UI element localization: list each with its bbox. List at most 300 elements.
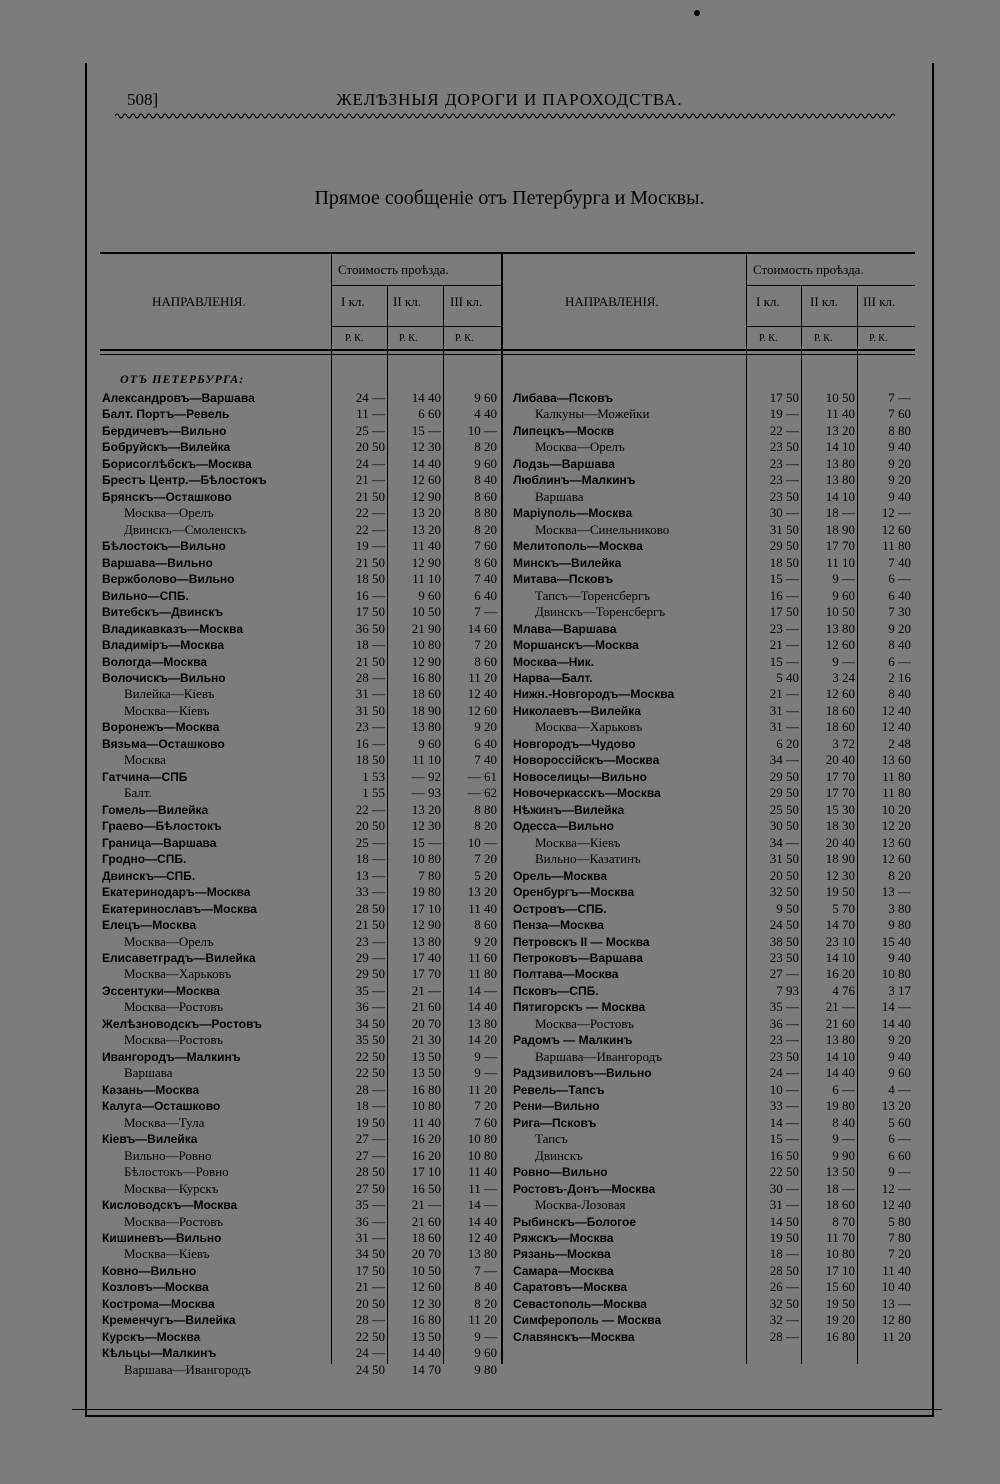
table-row <box>100 1214 915 1231</box>
route-name-text: Москва—Ростовъ <box>124 999 223 1015</box>
fare-class-2: 13 80 <box>825 472 855 488</box>
table-row <box>100 1296 915 1313</box>
fare-class-3: 6 — <box>888 653 911 669</box>
table-row <box>100 621 915 638</box>
fare-class-3: 7 40 <box>474 752 497 768</box>
table-row <box>100 472 915 489</box>
fare-class-1: 36 — <box>769 1015 799 1031</box>
header-cl1-left: I кл. <box>341 294 365 309</box>
route-name-text: Симферополь — Москва <box>513 1313 662 1328</box>
fare-class-1: 31 — <box>355 686 385 702</box>
fare-class-2: 16 20 <box>411 1147 441 1163</box>
fare-class-3: 9 60 <box>888 1065 911 1081</box>
route-name-text: Рязань—Москва <box>513 1247 611 1262</box>
route-name <box>513 686 743 703</box>
fare-class-1: 20 50 <box>355 818 385 834</box>
route-name-text: Москва—Кіевъ <box>124 1246 210 1262</box>
route-name-text: Мелитополь—Москва <box>513 539 643 554</box>
header-bottom-rule <box>100 349 915 351</box>
route-name <box>102 1345 328 1362</box>
route-name-text: Гродно—СПБ. <box>102 852 187 867</box>
fare-class-1: 11 — <box>356 406 385 422</box>
route-name <box>513 950 743 967</box>
route-name-text: Воронежъ—Москва <box>102 720 220 735</box>
fare-class-3: 10 80 <box>467 1131 497 1147</box>
fare-class-3: 9 — <box>474 1328 497 1344</box>
fare-class-1: 29 50 <box>769 538 799 554</box>
fare-class-3: 11 80 <box>882 785 911 801</box>
route-name <box>513 884 743 901</box>
fare-class-1: 33 — <box>769 1098 799 1114</box>
route-name-text: Бобруйскъ—Вилейка <box>102 440 231 455</box>
table-row <box>100 835 915 852</box>
fare-class-1: 24 — <box>355 455 385 471</box>
fare-class-2: 20 40 <box>825 834 855 850</box>
fare-class-2: 14 40 <box>411 1345 441 1361</box>
fare-class-1: 15 — <box>769 571 799 587</box>
fare-class-2: 12 30 <box>411 439 441 455</box>
fare-class-1: 19 50 <box>355 1114 385 1130</box>
route-name <box>513 703 743 720</box>
fare-class-2: 17 70 <box>825 768 855 784</box>
route-name-text: Елисаветградъ—Вилейка <box>102 950 256 965</box>
route-name-text: Пенза—Москва <box>513 918 604 933</box>
fare-class-2: 10 80 <box>825 1246 855 1262</box>
fare-class-3: 12 20 <box>881 818 911 834</box>
route-name-text: Вязьма—Осташково <box>102 736 225 751</box>
route-name-text: Вильно—Ровно <box>124 1147 212 1163</box>
table-row <box>100 1082 915 1099</box>
bottom-rule <box>72 1409 942 1410</box>
fare-class-1: 9 50 <box>776 900 799 916</box>
route-name <box>513 538 743 555</box>
fare-class-3: 10 80 <box>467 1147 497 1163</box>
header-units-cl1-left: Р. К. <box>345 333 364 344</box>
fare-class-1: 36 50 <box>355 620 385 636</box>
route-name-text: Севастополь—Москва <box>513 1296 647 1311</box>
fare-class-1: 21 50 <box>355 653 385 669</box>
fare-class-3: 7 40 <box>474 571 497 587</box>
route-name-text: Орель—Москва <box>513 868 608 883</box>
table-row <box>100 1148 915 1165</box>
fare-class-3: 9 80 <box>474 1361 497 1377</box>
fare-class-2: 20 70 <box>411 1246 441 1262</box>
fare-class-1: 16 — <box>355 587 385 603</box>
fare-class-3: 6 40 <box>474 587 497 603</box>
route-name-text: Вильно—Казатинъ <box>535 851 641 867</box>
fare-class-3: 6 — <box>888 571 911 587</box>
fare-class-3: 8 60 <box>474 488 497 504</box>
fare-class-2: 17 70 <box>825 785 855 801</box>
route-name-text: Новоселицы—Вильно <box>513 769 647 784</box>
route-name-text: Калкуны—Можейки <box>535 406 650 422</box>
route-name-text: Новгородъ—Чудово <box>513 736 636 751</box>
route-name-text: Петроковъ—Варшава <box>513 950 643 965</box>
wavy-rule <box>115 111 895 121</box>
fare-class-1: 22 50 <box>355 1065 385 1081</box>
route-name-text: Двинскъ <box>535 1147 583 1163</box>
fare-class-1: 27 50 <box>355 1180 385 1196</box>
fare-class-3: 9 20 <box>888 455 911 471</box>
header-cl2-right: II кл. <box>810 294 838 309</box>
route-name-text: Люблинъ—Малкинъ <box>513 473 636 488</box>
fare-class-2: 9 60 <box>418 587 441 603</box>
fare-class-3: 7 20 <box>474 1098 497 1114</box>
fare-class-3: 4 — <box>888 1081 911 1097</box>
route-name-text: Москва—Ростовъ <box>124 1213 223 1229</box>
fare-class-3: 12 — <box>881 505 911 521</box>
fare-class-2: 13 80 <box>825 455 855 471</box>
fare-class-3: 8 60 <box>474 917 497 933</box>
fare-class-3: 12 40 <box>881 1197 911 1213</box>
fare-class-2: 21 — <box>411 1197 441 1213</box>
fare-class-3: 14 20 <box>467 1032 497 1048</box>
fare-class-2: 12 60 <box>825 637 855 653</box>
fare-class-2: 14 10 <box>825 488 855 504</box>
fare-class-1: 18 — <box>355 637 385 653</box>
fare-class-2: 3 24 <box>832 669 855 685</box>
route-name-text: Владикавказъ—Москва <box>102 621 243 636</box>
fare-class-1: 23 — <box>769 472 799 488</box>
fare-class-3: 8 20 <box>474 521 497 537</box>
route-name <box>513 1049 743 1066</box>
route-name-text: Варшава <box>124 1065 173 1081</box>
fare-class-3: 8 20 <box>474 818 497 834</box>
fare-class-1: 17 50 <box>355 1262 385 1278</box>
route-name-text: Москва—Курскъ <box>124 1180 219 1196</box>
fare-class-2: 19 80 <box>825 1098 855 1114</box>
fare-class-2: 9 — <box>832 571 855 587</box>
fare-class-1: 34 — <box>769 752 799 768</box>
route-name <box>513 983 743 1000</box>
fare-class-3: 11 80 <box>468 966 497 982</box>
fare-class-3: 10 — <box>467 834 497 850</box>
fare-class-2: — 92 <box>411 768 441 784</box>
page-title: Прямое сообщеніе отъ Петербурга и Москвы. <box>314 187 705 209</box>
fare-class-1: 29 50 <box>769 785 799 801</box>
fare-class-2: 12 60 <box>411 472 441 488</box>
fare-class-1: 35 — <box>355 982 385 998</box>
fare-class-1: 14 — <box>769 1114 799 1130</box>
fare-class-1: 28 — <box>355 669 385 685</box>
fare-class-3: 9 — <box>474 1048 497 1064</box>
header-units-cl2-right: Р. К. <box>814 333 833 344</box>
fare-class-1: 7 93 <box>776 982 799 998</box>
table-row <box>100 555 915 572</box>
fare-class-3: 9 20 <box>474 933 497 949</box>
route-name-text: Бѣлостокъ—Вильно <box>102 539 226 554</box>
fare-class-1: 31 50 <box>355 702 385 718</box>
fare-class-2: 10 50 <box>825 604 855 620</box>
table-row <box>100 390 915 407</box>
route-name-text: Москва—Кіевъ <box>535 834 621 850</box>
route-name-text: Желѣзноводскъ—Ростовъ <box>102 1016 262 1031</box>
fare-class-1: 25 — <box>355 422 385 438</box>
fare-class-2: 14 40 <box>825 1065 855 1081</box>
route-name <box>513 966 743 983</box>
fare-class-2: 12 30 <box>411 1295 441 1311</box>
fare-class-1: 1 53 <box>362 768 385 784</box>
route-name <box>513 1065 743 1082</box>
table-row <box>100 719 915 736</box>
table-row <box>100 1312 915 1329</box>
route-name <box>513 1098 743 1115</box>
route-name <box>513 736 743 753</box>
route-name-text: Москва—Ростовъ <box>124 1032 223 1048</box>
route-name-text: Пятигорскъ — Москва <box>513 1000 646 1015</box>
fare-class-1: 18 — <box>769 1246 799 1262</box>
fare-class-1: 34 — <box>769 834 799 850</box>
table-top-rule <box>100 252 915 254</box>
fare-class-1: 22 — <box>769 422 799 438</box>
fare-class-2: 21 60 <box>411 1213 441 1229</box>
fare-class-2: 17 10 <box>411 900 441 916</box>
fare-class-1: 28 50 <box>355 1164 385 1180</box>
route-name-text: Граево—Бѣлостокъ <box>102 819 222 834</box>
fare-class-2: 12 90 <box>411 653 441 669</box>
route-name-text: Нѣжинъ—Вилейка <box>513 802 625 817</box>
fare-class-2: 15 60 <box>825 1279 855 1295</box>
route-name-text: Нарва—Балт. <box>513 670 593 685</box>
route-name-text: Волочискъ—Вильно <box>102 670 226 685</box>
fare-class-1: 19 50 <box>769 1229 799 1245</box>
fare-class-3: 2 48 <box>888 735 911 751</box>
fare-class-1: 31 — <box>355 1229 385 1245</box>
route-name-text: Полтава—Москва <box>513 967 619 982</box>
fare-class-3: 13 — <box>881 1295 911 1311</box>
fare-class-2: 17 70 <box>411 966 441 982</box>
route-name <box>513 901 743 918</box>
route-name-text: Новороссійскъ—Москва <box>513 753 660 768</box>
fare-class-3: 3 80 <box>888 900 911 916</box>
route-name-text: Оренбургъ—Москва <box>513 885 635 900</box>
route-name-text: Ряжскъ—Москва <box>513 1230 614 1245</box>
fare-class-2: 13 50 <box>411 1328 441 1344</box>
fare-class-1: 30 50 <box>769 818 799 834</box>
table-row <box>100 1329 915 1346</box>
fare-class-1: 21 — <box>769 637 799 653</box>
fare-class-1: 28 — <box>355 1312 385 1328</box>
fare-class-3: 14 60 <box>467 620 497 636</box>
fare-class-1: 18 50 <box>769 554 799 570</box>
table-row <box>100 588 915 605</box>
fare-class-1: 27 — <box>355 1131 385 1147</box>
fare-class-3: 9 40 <box>888 1048 911 1064</box>
fare-class-2: 19 80 <box>411 884 441 900</box>
fare-class-3: 5 20 <box>474 867 497 883</box>
fare-class-2: 13 20 <box>411 521 441 537</box>
route-name-text: Кишиневъ—Вильно <box>102 1230 222 1245</box>
fare-class-3: 10 40 <box>881 1279 911 1295</box>
fare-class-2: 16 80 <box>411 669 441 685</box>
fare-class-3: 15 40 <box>881 933 911 949</box>
fare-class-1: 19 — <box>355 538 385 554</box>
fare-class-1: 36 — <box>355 1213 385 1229</box>
route-name <box>513 1131 743 1148</box>
route-name-text: Борисоглѣбскъ—Москва <box>102 456 252 471</box>
table-row <box>100 884 915 901</box>
fare-class-1: 34 50 <box>355 1246 385 1262</box>
route-name-text: Эссентуки—Москва <box>102 983 220 998</box>
fare-class-3: 13 60 <box>881 834 911 850</box>
route-name-text: Самара—Москва <box>513 1263 614 1278</box>
route-name-text: Рыбинскъ—Бологое <box>513 1214 637 1229</box>
fare-class-1: 30 — <box>769 505 799 521</box>
route-name-text: Петровскъ II — Москва <box>513 934 650 949</box>
fare-class-3: 13 20 <box>881 1098 911 1114</box>
route-name-text: Тапсъ <box>535 1131 568 1147</box>
route-name-text: Двинскъ—Торенсбергъ <box>535 604 666 620</box>
fare-class-2: 19 50 <box>825 1295 855 1311</box>
route-name-text: Москва—Харьковъ <box>124 966 232 982</box>
fare-class-3: 12 — <box>881 1180 911 1196</box>
fare-class-1: 32 — <box>769 1312 799 1328</box>
fare-class-2: 14 40 <box>411 455 441 471</box>
fare-class-3: 7 — <box>474 1262 497 1278</box>
route-name <box>513 1082 743 1099</box>
route-name-text: Москва—Орелъ <box>124 505 214 521</box>
fare-class-3: 11 20 <box>882 1328 911 1344</box>
fare-class-2: 8 70 <box>832 1213 855 1229</box>
fare-class-2: 9 — <box>832 653 855 669</box>
route-name <box>513 1329 743 1346</box>
fare-class-3: 7 — <box>474 604 497 620</box>
route-name <box>513 719 743 736</box>
route-name-text: Александровъ—Варшава <box>102 391 255 405</box>
fare-class-2: 16 20 <box>411 1131 441 1147</box>
fare-class-2: 14 70 <box>411 1361 441 1377</box>
route-name-text: Ревель—Тапсъ <box>513 1082 605 1097</box>
route-name-text: Ровно—Вильно <box>513 1165 608 1180</box>
route-name-text: Балт. <box>124 785 152 801</box>
table-row <box>100 901 915 918</box>
fare-class-1: 28 — <box>769 1328 799 1344</box>
fare-class-3: 9 20 <box>888 472 911 488</box>
table-row <box>100 1065 915 1082</box>
header-cl2-left: II кл. <box>393 294 421 309</box>
header-fare-left: Стоимость проѣзда. <box>338 262 449 277</box>
route-name-text: Гомель—Вилейка <box>102 802 209 817</box>
fare-table <box>100 252 915 1377</box>
fare-class-2: 21 30 <box>411 1032 441 1048</box>
fare-class-2: 13 80 <box>825 620 855 636</box>
table-row <box>100 785 915 802</box>
route-name-text: Новочеркасскъ—Москва <box>513 786 661 801</box>
fare-class-2: 18 60 <box>825 702 855 718</box>
fare-class-2: 12 90 <box>411 488 441 504</box>
fare-class-2: 12 30 <box>825 867 855 883</box>
fare-class-3: 8 40 <box>474 1279 497 1295</box>
route-name-text: Минскъ—Вилейка <box>513 555 622 570</box>
route-name-text: Брянскъ—Осташково <box>102 489 232 504</box>
table-row <box>100 752 915 769</box>
table-row <box>100 1049 915 1066</box>
fare-class-3: 9 40 <box>888 439 911 455</box>
table-row <box>100 489 915 506</box>
fare-class-2: 5 70 <box>832 900 855 916</box>
fare-class-2: 21 — <box>825 999 855 1015</box>
table-row <box>100 950 915 967</box>
header-bottom-rule-2 <box>100 354 915 355</box>
fare-class-2: 12 90 <box>411 917 441 933</box>
route-name-text: Кіевъ—Вилейка <box>102 1132 198 1147</box>
table-row <box>100 686 915 703</box>
route-name-text: Москва <box>124 752 166 768</box>
route-name <box>513 588 743 605</box>
route-name-text: Кременчугъ—Вилейка <box>102 1313 236 1328</box>
route-name <box>513 1164 743 1181</box>
fare-class-2: 9 60 <box>418 735 441 751</box>
route-name-text: Москва—Синельниково <box>535 521 670 537</box>
table-row <box>100 818 915 835</box>
table-row <box>100 1115 915 1132</box>
fare-class-1: 16 — <box>769 587 799 603</box>
fare-class-3: 14 40 <box>467 999 497 1015</box>
fare-class-1: 22 — <box>355 505 385 521</box>
route-name-text: Митава—Псковъ <box>513 572 614 587</box>
fare-class-1: 18 — <box>355 1098 385 1114</box>
header-cl3-left: III кл. <box>450 294 483 309</box>
fare-class-2: 14 10 <box>825 949 855 965</box>
route-name <box>513 999 743 1016</box>
fare-class-1: 18 50 <box>355 752 385 768</box>
table-row <box>100 654 915 671</box>
fare-class-3: 8 40 <box>888 686 911 702</box>
route-name <box>513 522 743 539</box>
fare-class-2: 9 60 <box>832 587 855 603</box>
fare-class-1: 38 50 <box>769 933 799 949</box>
fare-class-3: 8 40 <box>474 472 497 488</box>
fare-class-2: 16 20 <box>825 966 855 982</box>
fare-class-3: 10 80 <box>881 966 911 982</box>
fare-class-1: 23 — <box>769 620 799 636</box>
route-name-text: Москва—Тула <box>124 1114 205 1130</box>
table-row <box>100 637 915 654</box>
fare-class-2: 18 90 <box>411 702 441 718</box>
header-fare-right: Стоимость проѣзда. <box>753 262 864 277</box>
fare-class-3: 11 20 <box>468 1081 497 1097</box>
route-name-text: Вологда—Москва <box>102 654 208 669</box>
fare-class-1: 13 — <box>355 867 385 883</box>
route-name-text: Вильно—СПБ. <box>102 588 189 603</box>
route-name-text: Москва-Лозовая <box>535 1197 626 1213</box>
fare-class-1: 21 — <box>355 472 385 488</box>
fare-class-3: 12 40 <box>467 686 497 702</box>
route-name <box>513 654 743 671</box>
route-name-text: Николаевъ—Вилейка <box>513 703 641 718</box>
table-row <box>100 505 915 522</box>
route-name-text: Лодзь—Варшава <box>513 456 615 471</box>
fare-class-3: 3 17 <box>888 982 911 998</box>
fare-class-1: 31 50 <box>769 851 799 867</box>
fare-class-2: 21 90 <box>411 620 441 636</box>
fare-class-2: 17 10 <box>411 1164 441 1180</box>
fare-class-3: 8 20 <box>888 867 911 883</box>
fare-class-2: 17 40 <box>411 949 441 965</box>
fare-class-2: 19 20 <box>825 1312 855 1328</box>
fare-class-2: 21 60 <box>411 999 441 1015</box>
table-row <box>100 1279 915 1296</box>
fare-class-3: 9 — <box>888 1164 911 1180</box>
table-row <box>100 439 915 456</box>
route-name-text: Ивангородъ—Малкинъ <box>102 1049 241 1064</box>
fare-class-1: 23 — <box>355 719 385 735</box>
fare-class-3: 11 80 <box>882 768 911 784</box>
fare-class-3: 10 — <box>467 422 497 438</box>
fare-class-3: 8 80 <box>474 505 497 521</box>
fare-class-2: 11 70 <box>826 1229 855 1245</box>
fare-class-2: 10 80 <box>411 1098 441 1114</box>
